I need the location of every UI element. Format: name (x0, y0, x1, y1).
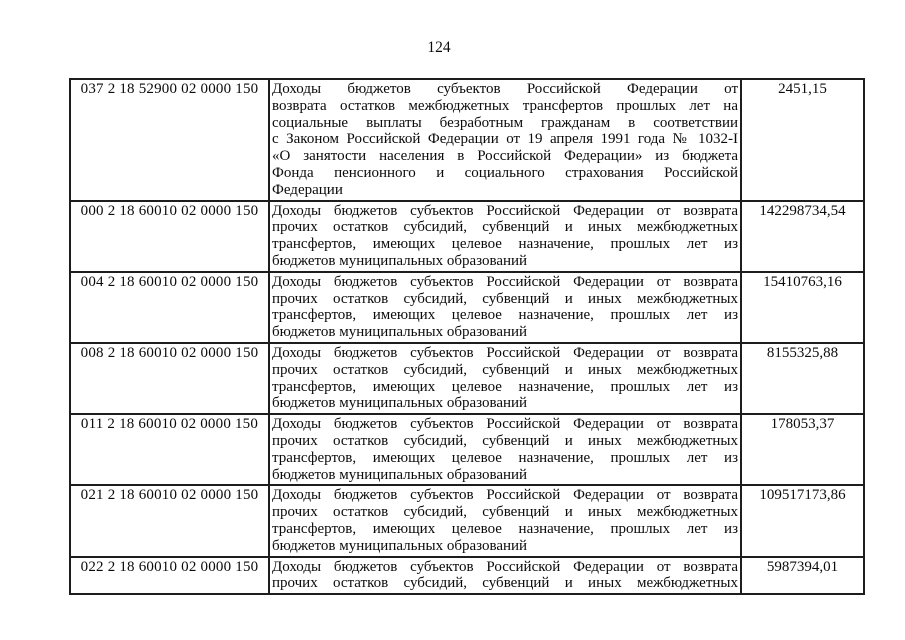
description-line: прочих остатков субсидий, субвенций и иных межбюджетных (272, 219, 738, 236)
description-line: бюджетов муниципальных образований (272, 537, 528, 554)
code-cell: 008 2 18 60010 02 0000 150 (70, 343, 269, 414)
code-cell: 022 2 18 60010 02 0000 150 (70, 557, 269, 595)
description-line: прочих остатков субсидий, субвенций и иных межбюджетных (272, 290, 738, 307)
description-line: возврата остатков межбюджетных трансфертов прошлых лет на (272, 97, 738, 114)
description-cell (269, 485, 741, 556)
description-line: трансфертов, имеющих целевое назначение, прошлых лет из (272, 449, 738, 466)
description-line: Доходы бюджетов субъектов Российской Федерации от возврата (272, 344, 738, 361)
amount-cell: 142298734,54 (741, 201, 864, 272)
description-line: Федерации (272, 181, 343, 198)
code-cell: 021 2 18 60010 02 0000 150 (70, 485, 269, 556)
table-row (70, 79, 864, 201)
table-row (70, 414, 864, 485)
description-line: Доходы бюджетов субъектов Российской Федерации от возврата (272, 202, 738, 219)
description-cell (269, 414, 741, 485)
amount-cell: 178053,37 (741, 414, 864, 485)
description-cell (269, 79, 741, 201)
table-row (70, 201, 864, 272)
code-cell: 037 2 18 52900 02 0000 150 (70, 79, 269, 201)
table-row (70, 557, 864, 595)
description-line: бюджетов муниципальных образований (272, 395, 528, 412)
description-line: с Законом Российской Федерации от 19 апреля 1991 года № 1032-I (272, 131, 738, 148)
table-row (70, 485, 864, 556)
description-line: «О занятости населения в Российской Федерации» из бюджета (272, 148, 738, 165)
description-cell (269, 557, 741, 595)
description-line: прочих остатков субсидий, субвенций и иных межбюджетных (272, 575, 738, 592)
description-line: трансфертов, имеющих целевое назначение, прошлых лет из (272, 378, 738, 395)
amount-cell: 8155325,88 (741, 343, 864, 414)
description-line: прочих остатков субсидий, субвенций и иных межбюджетных (272, 504, 738, 521)
description-line: Доходы бюджетов субъектов Российской Федерации от возврата (272, 558, 738, 575)
page-number: 124 (427, 39, 451, 56)
description-line: социальные выплаты безработным гражданам в соответствии (272, 114, 738, 131)
description-line: Доходы бюджетов субъектов Российской Федерации от (272, 81, 738, 97)
description-line: бюджетов муниципальных образований (272, 324, 528, 341)
description-line: трансфертов, имеющих целевое назначение, прошлых лет из (272, 236, 738, 253)
description-line: Доходы бюджетов субъектов Российской Федерации от возврата (272, 487, 738, 504)
description-line: бюджетов муниципальных образований (272, 252, 528, 269)
code-cell: 011 2 18 60010 02 0000 150 (70, 414, 269, 485)
description-line: трансфертов, имеющих целевое назначение, прошлых лет из (272, 520, 738, 537)
description-line: прочих остатков субсидий, субвенций и иных межбюджетных (272, 432, 738, 449)
description-line: Фонда пенсионного и социального страхования Российской (272, 164, 738, 181)
description-line: трансфертов, имеющих целевое назначение, прошлых лет из (272, 307, 738, 324)
amount-cell: 2451,15 (741, 79, 864, 201)
description-cell (269, 201, 741, 272)
description-cell (269, 343, 741, 414)
code-cell: 004 2 18 60010 02 0000 150 (70, 272, 269, 343)
table-row (70, 272, 864, 343)
budget-revenue-table (69, 78, 865, 595)
description-line: Доходы бюджетов субъектов Российской Федерации от возврата (272, 416, 738, 433)
amount-cell: 15410763,16 (741, 272, 864, 343)
amount-cell: 5987394,01 (741, 557, 864, 595)
code-cell: 000 2 18 60010 02 0000 150 (70, 201, 269, 272)
description-line: бюджетов муниципальных образований (272, 466, 528, 483)
description-line: Доходы бюджетов субъектов Российской Федерации от возврата (272, 273, 738, 290)
amount-cell: 109517173,86 (741, 485, 864, 556)
table-row (70, 343, 864, 414)
description-line: прочих остатков субсидий, субвенций и иных межбюджетных (272, 361, 738, 378)
description-cell (269, 272, 741, 343)
